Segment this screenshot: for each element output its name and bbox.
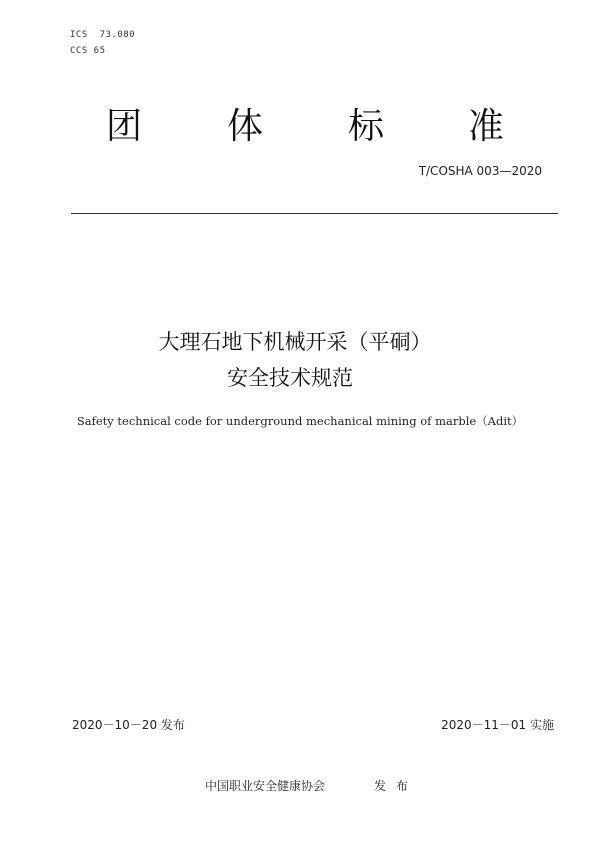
header-divider [71, 213, 558, 214]
standard-type-char: 准 [468, 106, 505, 147]
standard-type-char: 团 [106, 106, 143, 147]
ics-code: ICS 73.080 [70, 30, 136, 40]
title-chinese-line-2: 安全技术规范 [227, 366, 353, 390]
standard-number: T/COSHA 003—2020 [418, 164, 542, 178]
standard-type-char: 标 [348, 106, 385, 147]
standard-type-heading [0, 105, 600, 155]
ccs-code: CCS 65 [70, 46, 106, 56]
standard-type-char: 体 [227, 106, 264, 147]
title-english: Safety technical code for underground mechanical mining of marble（Adit） [76, 414, 524, 428]
title-chinese-line-1: 大理石地下机械开采（平硐） [158, 330, 432, 354]
publish-label: 发布 [374, 779, 419, 793]
issue-date: 2020－10－20 发布 [72, 718, 185, 732]
implementation-date: 2020－11－01 实施 [441, 718, 554, 732]
publisher-name: 中国职业安全健康协会 [205, 779, 326, 793]
